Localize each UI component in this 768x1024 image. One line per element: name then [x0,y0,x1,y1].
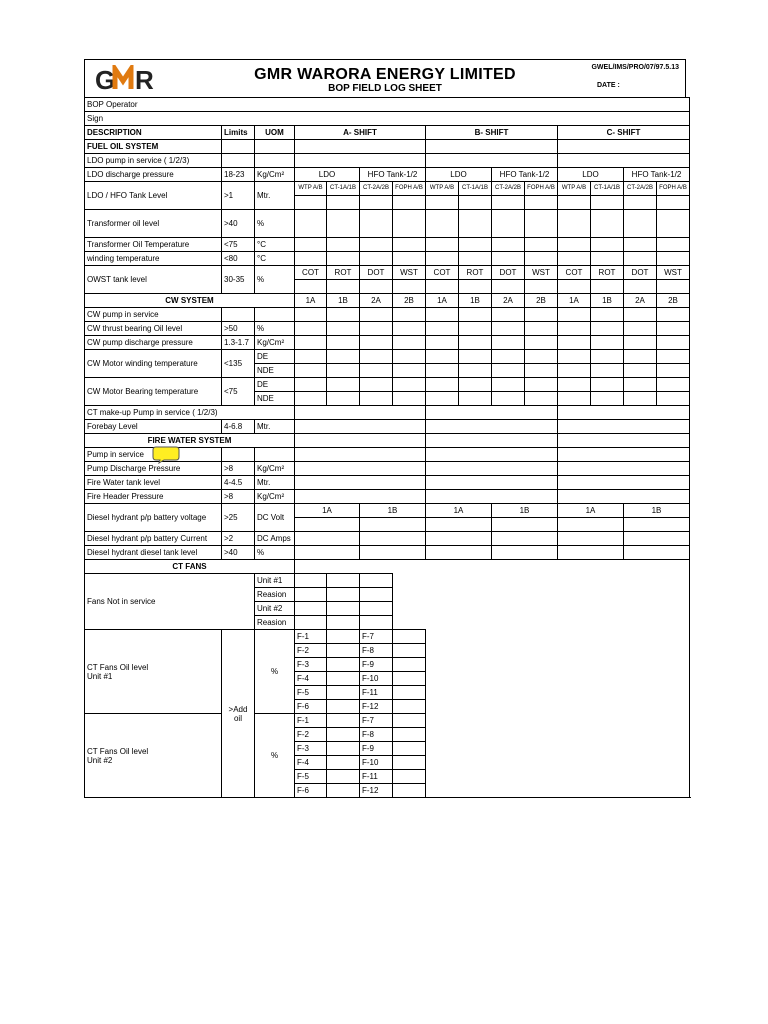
owst-sub: DOT [624,266,657,280]
cw-sub: 1A [558,294,591,308]
trafo-oil-level-limit: >40 [222,210,255,238]
fan-label: F-6 [295,784,327,798]
fan-label: F-10 [360,756,393,770]
owst-sub: COT [295,266,327,280]
owst-sub: COT [558,266,591,280]
sub-label: FOPH A/B [525,182,558,196]
owst-sub: ROT [591,266,624,280]
fuel-oil-section: FUEL OIL SYSTEM [85,140,222,154]
owst-sub: DOT [492,266,525,280]
cw-sub: 2A [492,294,525,308]
trafo-oil-level-uom: % [255,210,295,238]
sub-label: CT-1A/1B [327,182,360,196]
de-label: DE [255,378,295,392]
fire-water-section: FIRE WATER SYSTEM [85,434,295,448]
comment-bubble-icon[interactable] [152,446,180,464]
column-header-row [85,126,690,140]
trafo-oil-temp-limit: <75 [222,238,255,252]
winding-temp-label: winding temperature [85,252,222,266]
sheet-header [84,59,686,97]
cw-bearing-label: CW Motor Bearing temperature [85,378,222,406]
winding-temp-limit: <80 [222,252,255,266]
diesel-tank-limit: >40 [222,546,255,560]
svg-text:R: R [135,65,154,93]
ldo-pump-label: LDO pump in service ( 1/2/3) [85,154,222,168]
sign-row: Sign [85,112,690,126]
cw-sub: 2A [360,294,393,308]
fan-label: F-11 [360,686,393,700]
battery-voltage-uom: DC Volt [255,504,295,532]
fan-label: F-10 [360,672,393,686]
cw-thrust-limit: >50 [222,322,255,336]
pump-sub: 1A [295,504,360,518]
limits-header: Limits [222,126,255,140]
description-header: DESCRIPTION [85,126,222,140]
hfo-tank-a: HFO Tank-1/2 [360,168,426,182]
sub-label: CT-2A/2B [360,182,393,196]
pump-sub: 1A [426,504,492,518]
cw-sub: 1B [459,294,492,308]
cw-sub: 2B [657,294,690,308]
document-number: GWEL/IMS/PRO/07/97.5.13 [591,64,679,71]
sub-label: WTP A/B [426,182,459,196]
nde-label: NDE [255,392,295,406]
ldo-b: LDO [426,168,492,182]
tank-level-uom: Mtr. [255,182,295,210]
add-oil-label: >Add oil [222,630,255,798]
fan-label: F-3 [295,742,327,756]
sub-label: WTP A/B [558,182,591,196]
cw-winding-limit: <135 [222,350,255,378]
fan-label: F-12 [360,784,393,798]
battery-voltage-limit: >25 [222,504,255,532]
fire-discharge-label: Pump Discharge Pressure [85,462,222,476]
cw-sub: 1A [295,294,327,308]
fan-label: F-5 [295,770,327,784]
owst-limit: 30-35 [222,266,255,294]
reason-label: Reasion [255,616,295,630]
cw-system-section: CW SYSTEM [85,294,295,308]
cw-sub: 2A [624,294,657,308]
ldo-c: LDO [558,168,624,182]
forebay-limit: 4-6.8 [222,420,255,434]
svg-text:G: G [95,65,116,93]
unit2-label: Unit #2 [255,602,295,616]
pump-sub: 1B [624,504,690,518]
shift-c-header: C- SHIFT [558,126,690,140]
shift-a-header: A- SHIFT [295,126,426,140]
cw-sub: 1A [426,294,459,308]
tank-level-limit: >1 [222,182,255,210]
battery-voltage-label: Diesel hydrant p/p battery voltage [85,504,222,532]
fire-header-limit: >8 [222,490,255,504]
unit1-label: Unit #1 [255,574,295,588]
forebay-uom: Mtr. [255,420,295,434]
ct-oil-unit1-uom: % [255,630,295,714]
cw-thrust-label: CW thrust bearing Oil level [85,322,222,336]
fan-label: F-4 [295,756,327,770]
fire-header-uom: Kg/Cm² [255,490,295,504]
ct-oil-unit2-label: CT Fans Oil level Unit #2 [85,714,222,798]
owst-sub: DOT [360,266,393,280]
reason-label: Reasion [255,588,295,602]
cw-sub: 1B [591,294,624,308]
fan-label: F-2 [295,644,327,658]
fan-label: F-8 [360,644,393,658]
fans-not-in-service-label: Fans Not in service [85,574,255,630]
owst-sub: WST [393,266,426,280]
fire-pump-label: Pump in service [85,448,222,462]
diesel-tank-label: Diesel hydrant diesel tank level [85,546,222,560]
hfo-tank-b: HFO Tank-1/2 [492,168,558,182]
diesel-tank-uom: % [255,546,295,560]
sub-label: WTP A/B [295,182,327,196]
owst-sub: WST [657,266,690,280]
pump-sub: 1B [492,504,558,518]
de-label: DE [255,350,295,364]
fire-discharge-limit: >8 [222,462,255,476]
ct-oil-unit1-label: CT Fans Oil level Unit #1 [85,630,222,714]
fan-label: F-7 [360,714,393,728]
hfo-tank-c: HFO Tank-1/2 [624,168,690,182]
owst-sub: WST [525,266,558,280]
trafo-oil-level-label: Transformer oil level [85,210,222,238]
company-title: GMR WARORA ENERGY LIMITED [254,66,516,83]
ldo-discharge-label: LDO discharge pressure [85,168,222,182]
nde-label: NDE [255,364,295,378]
owst-sub: ROT [459,266,492,280]
fire-discharge-uom: Kg/Cm² [255,462,295,476]
fan-label: F-6 [295,700,327,714]
fan-label: F-1 [295,714,327,728]
sheet-subtitle: BOP FIELD LOG SHEET [328,83,442,94]
ct-makeup-label: CT make-up Pump in service ( 1/2/3) [85,406,295,420]
cw-sub: 2B [525,294,558,308]
fan-label: F-8 [360,728,393,742]
ldo-discharge-limit: 18-23 [222,168,255,182]
uom-header: UOM [255,126,295,140]
date-label: DATE : [597,82,620,89]
battery-current-uom: DC Amps [255,532,295,546]
fan-label: F-3 [295,658,327,672]
sub-label: CT-2A/2B [492,182,525,196]
fan-label: F-12 [360,700,393,714]
trafo-oil-temp-label: Transformer Oil Temperature [85,238,222,252]
pump-sub: 1B [360,504,426,518]
fire-header-label: Fire Header Pressure [85,490,222,504]
fan-label: F-5 [295,686,327,700]
trafo-temp-uom: °C [255,238,295,252]
fan-label: F-2 [295,728,327,742]
owst-uom: % [255,266,295,294]
cw-sub: 1B [327,294,360,308]
cw-thrust-uom: % [255,322,295,336]
tank-level-label: LDO / HFO Tank Level [85,182,222,210]
ldo-discharge-uom: Kg/Cm² [255,168,295,182]
winding-temp-uom: °C [255,252,295,266]
owst-sub: ROT [327,266,360,280]
fan-label: F-4 [295,672,327,686]
ct-oil-unit2-uom: % [255,714,295,798]
cw-sub: 2B [393,294,426,308]
sub-label: FOPH A/B [657,182,690,196]
forebay-label: Forebay Level [85,420,222,434]
owst-label: OWST tank level [85,266,222,294]
fire-tank-limit: 4-4.5 [222,476,255,490]
ct-fans-section: CT FANS [85,560,295,574]
cw-pump-label: CW pump in service [85,308,222,322]
operator-row: BOP Operator [85,98,690,112]
log-sheet [84,59,686,798]
shift-b-header: B- SHIFT [426,126,558,140]
fan-label: F-7 [360,630,393,644]
sub-label: CT-1A/1B [591,182,624,196]
cw-discharge-uom: Kg/Cm² [255,336,295,350]
sub-label: CT-2A/2B [624,182,657,196]
fan-label: F-9 [360,742,393,756]
cw-winding-label: CW Motor winding temperature [85,350,222,378]
cw-bearing-limit: <75 [222,378,255,406]
pump-sub: 1A [558,504,624,518]
fire-tank-label: Fire Water tank level [85,476,222,490]
battery-current-label: Diesel hydrant p/p battery Current [85,532,222,546]
fire-tank-uom: Mtr. [255,476,295,490]
cw-discharge-label: CW pump discharge pressure [85,336,222,350]
sub-label: FOPH A/B [393,182,426,196]
cw-discharge-limit: 1.3-1.7 [222,336,255,350]
battery-current-limit: >2 [222,532,255,546]
owst-sub: COT [426,266,459,280]
sub-label: CT-1A/1B [459,182,492,196]
ldo-a: LDO [295,168,360,182]
fan-label: F-9 [360,658,393,672]
fan-label: F-11 [360,770,393,784]
fan-label: F-1 [295,630,327,644]
